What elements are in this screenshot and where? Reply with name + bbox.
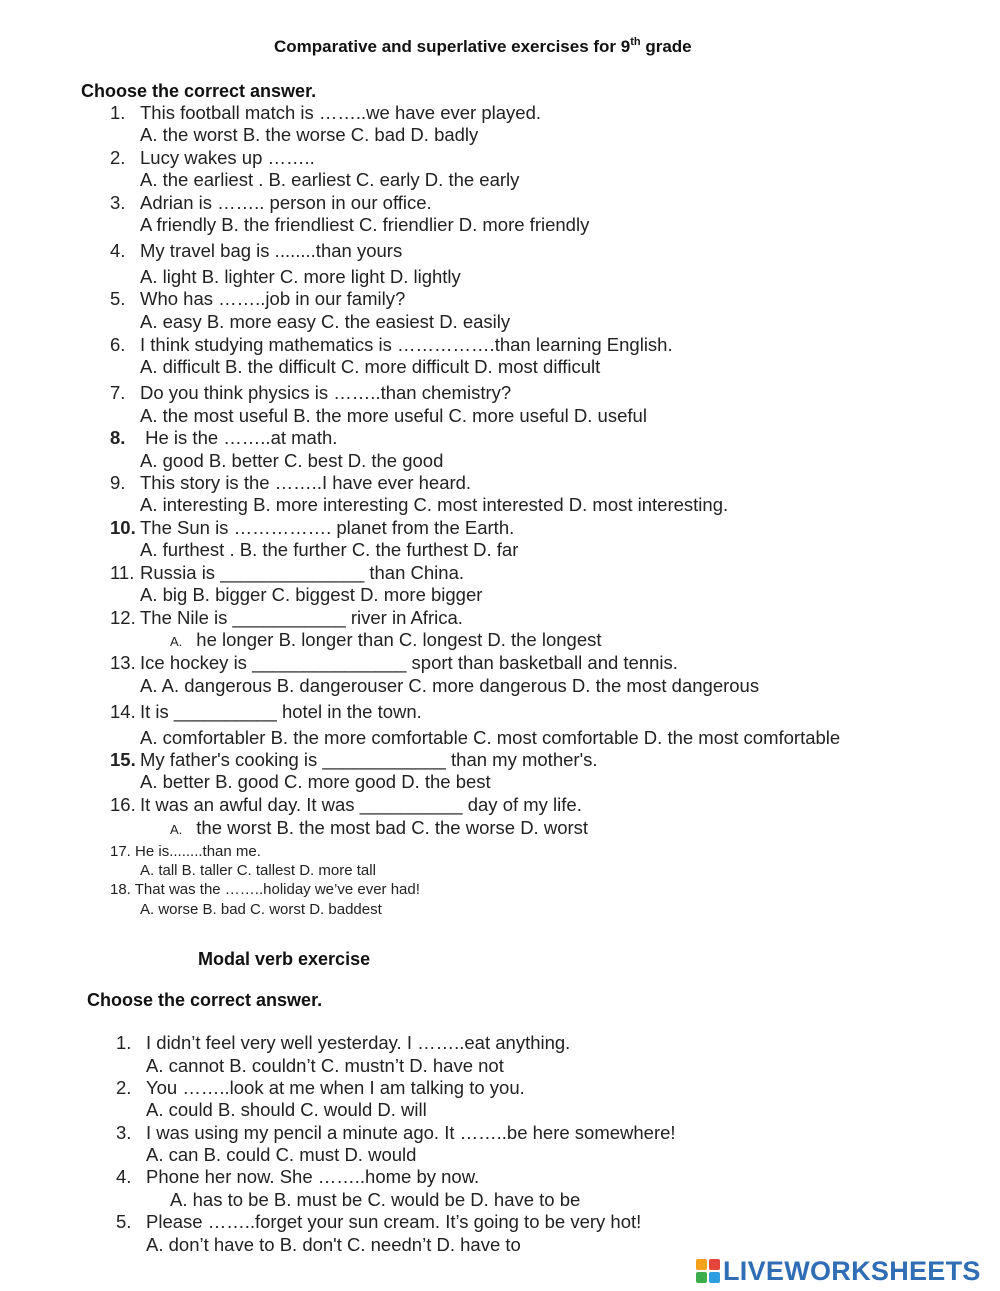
question-9: 9. This story is the ……..I have ever heard. bbox=[110, 472, 472, 493]
question-3: 3. Adrian is …….. person in our office. bbox=[110, 192, 432, 213]
answer-options-11: A. big B. bigger C. biggest D. more bigger bbox=[140, 584, 483, 605]
question-6: 6. I think studying mathematics is …………….than learning English. bbox=[110, 334, 673, 355]
answer-options-5: A. easy B. more easy C. the easiest D. easily bbox=[140, 311, 511, 332]
question-12: 12. The Nile is ___________ river in Africa. bbox=[110, 607, 463, 628]
question-8: 8. He is the ……..at math. bbox=[110, 427, 338, 448]
modal-question-2: 2. You ……..look at me when I am talking to you. bbox=[116, 1077, 525, 1098]
modal-answer-options-5: A. don’t have to B. don't C. needn’t D. have to bbox=[146, 1234, 521, 1255]
question-10: 10. The Sun is ……………. planet from the Earth. bbox=[110, 517, 515, 538]
answer-options-7: A. the most useful B. the more useful C. more useful D. useful bbox=[140, 405, 647, 426]
modal-question-5: 5. Please ……..forget your sun cream. It’s going to be very hot! bbox=[116, 1211, 642, 1232]
answer-options-6: A. difficult B. the difficult C. more difficult D. most difficult bbox=[140, 356, 601, 377]
modal-question-3: 3. I was using my pencil a minute ago. It ……..be here somewhere! bbox=[116, 1122, 676, 1143]
question-1: 1. This football match is ……..we have ever played. bbox=[110, 102, 542, 123]
question-17: 17. He is........than me. bbox=[110, 843, 261, 860]
question-15: 15. My father's cooking is ____________ than my mother's. bbox=[110, 749, 598, 770]
question-4: 4. My travel bag is ........than yours bbox=[110, 240, 403, 261]
modal-answer-options-3: A. can B. could C. must D. would bbox=[146, 1144, 417, 1165]
answer-options-15: A. better B. good C. more good D. the best bbox=[140, 771, 491, 792]
modal-question-4: 4. Phone her now. She ……..home by now. bbox=[116, 1166, 480, 1187]
question-2: 2. Lucy wakes up …….. bbox=[110, 147, 315, 168]
liveworksheets-logo bbox=[696, 1256, 981, 1286]
modal-answer-options-4: A. has to be B. must be C. would be D. have to be bbox=[170, 1189, 581, 1210]
answer-options-2: A. the earliest . B. earliest C. early D. the early bbox=[140, 169, 520, 190]
modal-answer-options-1: A. cannot B. couldn’t C. mustn’t D. have not bbox=[146, 1055, 504, 1076]
question-18: 18. That was the ……..holiday we’ve ever had! bbox=[110, 881, 420, 898]
question-16: 16. It was an awful day. It was __________ day of my life. bbox=[110, 794, 582, 815]
answer-options-18: A. worse B. bad C. worst D. baddest bbox=[140, 901, 382, 918]
question-7: 7. Do you think physics is ……..than chemistry? bbox=[110, 382, 512, 403]
answer-options-3: A friendly B. the friendliest C. friendlier D. more friendly bbox=[140, 214, 590, 235]
question-14: 14. It is __________ hotel in the town. bbox=[110, 701, 422, 722]
answer-options-8: A. good B. better C. best D. the good bbox=[140, 450, 444, 471]
answer-options-9: A. interesting B. more interesting C. most interested D. most interesting. bbox=[140, 494, 729, 515]
section2-instruction: Choose the correct answer. bbox=[87, 990, 323, 1010]
answer-options-14: A. comfortabler B. the more comfortable C. most comfortable D. the most comfortable bbox=[140, 727, 841, 748]
modal-answer-options-2: A. could B. should C. would D. will bbox=[146, 1099, 427, 1120]
answer-options-16: A. the worst B. the most bad C. the worse D. worst bbox=[170, 817, 589, 838]
title-superscript: th bbox=[630, 36, 641, 48]
section1-instruction: Choose the correct answer. bbox=[81, 81, 317, 101]
answer-options-13: A. A. dangerous B. dangerouser C. more dangerous D. the most dangerous bbox=[140, 675, 760, 696]
logo-blocks-icon bbox=[696, 1259, 720, 1283]
answer-options-10: A. furthest . B. the further C. the furthest D. far bbox=[140, 539, 519, 560]
answer-options-17: A. tall B. taller C. tallest D. more tall bbox=[140, 862, 376, 879]
question-5: 5. Who has ……..job in our family? bbox=[110, 288, 406, 309]
answer-options-12: A. he longer B. longer than C. longest D. the longest bbox=[170, 629, 602, 650]
logo-text: LIVEWORKSHEETS bbox=[723, 1255, 981, 1286]
modal-question-1: 1. I didn’t feel very well yesterday. I ……..eat anything. bbox=[116, 1032, 571, 1053]
question-13: 13. Ice hockey is _______________ sport than basketball and tennis. bbox=[110, 652, 678, 673]
answer-options-4: A. light B. lighter C. more light D. lightly bbox=[140, 266, 461, 287]
page-title: Comparative and superlative exercises for 9th grade bbox=[274, 36, 692, 56]
question-11: 11. Russia is ______________ than China. bbox=[110, 562, 464, 583]
answer-options-1: A. the worst B. the worse C. bad D. badly bbox=[140, 124, 479, 145]
section2-heading: Modal verb exercise bbox=[198, 949, 371, 969]
